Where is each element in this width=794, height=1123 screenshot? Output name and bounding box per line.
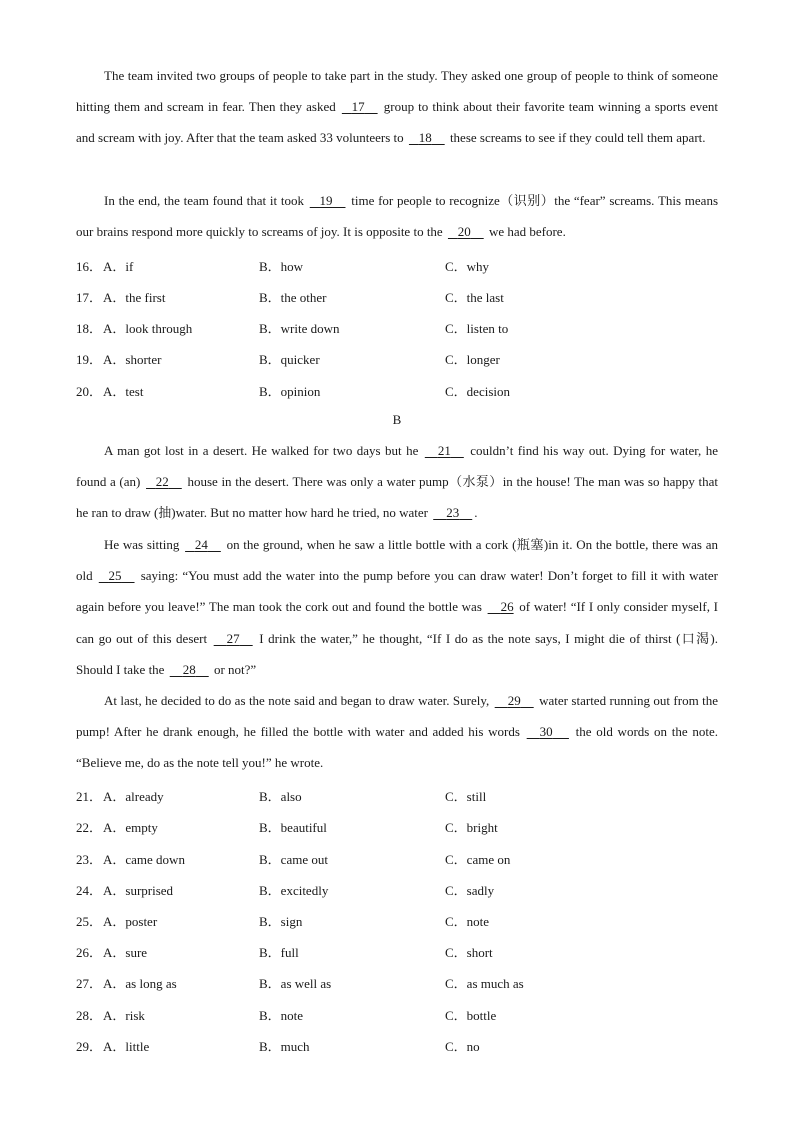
blank-17: 17 <box>351 99 365 115</box>
option-c: C．the last <box>445 290 504 305</box>
option-c: C．note <box>445 914 490 929</box>
blank-27: 27 <box>226 630 240 646</box>
blank-18: 18 <box>418 130 432 146</box>
question-17: 17． A．the first B．the other C．the last <box>76 287 718 307</box>
option-c: C．listen to <box>445 321 509 336</box>
option-b: B．full <box>259 945 299 960</box>
option-b: B．write down <box>259 321 340 336</box>
option-c: C．bottle <box>445 1008 497 1023</box>
option-c: C．decision <box>445 384 510 399</box>
question-23: 23． A．came down B．came out C．came on <box>76 849 718 869</box>
blank-25: 25 <box>108 568 122 584</box>
option-c: C．came on <box>445 852 511 867</box>
option-c: C．bright <box>445 820 498 835</box>
question-16: 16． A．if B．how C．why <box>76 256 718 276</box>
question-28: 28． A．risk B．note C．bottle <box>76 1005 718 1025</box>
option-b: B．excitedly <box>259 883 329 898</box>
option-a: A．shorter <box>103 352 162 367</box>
question-22: 22． A．empty B．beautiful C．bright <box>76 817 718 837</box>
option-a: A．sure <box>103 945 148 960</box>
option-b: B．note <box>259 1008 304 1023</box>
option-a: A．look through <box>103 321 193 336</box>
option-a: A．if <box>103 259 134 274</box>
option-b: B．how <box>259 259 304 274</box>
blank-23: 23 <box>446 505 460 521</box>
question-24: 24． A．surprised B．excitedly C．sadly <box>76 880 718 900</box>
option-a: A．poster <box>103 914 158 929</box>
question-20: 20． A．test B．opinion C．decision <box>76 381 718 401</box>
option-a: A．already <box>103 789 164 804</box>
blank-26: 26 <box>500 599 514 615</box>
option-a: A．test <box>103 384 144 399</box>
blank-19: 19 <box>319 193 333 208</box>
option-b: B．also <box>259 789 302 804</box>
blank-22: 22 <box>155 474 169 490</box>
option-b: B．sign <box>259 914 303 929</box>
blank-24: 24 <box>194 537 208 552</box>
option-b: B．beautiful <box>259 820 327 835</box>
blank-28: 28 <box>182 661 196 677</box>
section-b-title: B <box>392 412 402 427</box>
option-c: C．sadly <box>445 883 495 898</box>
option-c: C．still <box>445 789 487 804</box>
option-c: C．why <box>445 259 490 274</box>
option-b: B．as well as <box>259 976 332 991</box>
paragraph-b1: A man got lost in a desert. He walked for two days but he 21 couldn’t find his way out. Dying for water, he found a (an) 22 house in the desert. There was only a water pump（水泵）in the house! The man was so happy that he ran to draw (抽)water. But no matter how hard he tried, no water 23 . <box>76 435 718 529</box>
option-c: C．as much as <box>445 976 524 991</box>
option-a: A．surprised <box>103 883 174 898</box>
option-c: C．short <box>445 945 493 960</box>
question-25: 25． A．poster B．sign C．note <box>76 911 718 931</box>
option-a: A．as long as <box>103 976 177 991</box>
option-b: B．much <box>259 1039 310 1054</box>
option-a: A．little <box>103 1039 150 1054</box>
blank-30: 30 <box>539 724 553 740</box>
option-b: B．quicker <box>259 352 320 367</box>
question-19: 19． A．shorter B．quicker C．longer <box>76 349 718 369</box>
option-b: B．came out <box>259 852 328 867</box>
question-26: 26． A．sure B．full C．short <box>76 942 718 962</box>
paragraph-b2: He was sitting 24 on the ground, when he saw a little bottle with a cork (瓶塞)in it. On the bottle, there was an old 25 saying: “You must add the water into the pump before you can draw water! Don’t forget to fill it with water again before you leave!” The man took the cork out and found the bottle was 26 of water! “If I only consider myself, I can go out of this desert 27 I drink the water,” he thought, “If I do as the note says, I might die of thirst (口渴). Should I take the 28 or not?” <box>76 529 718 685</box>
question-29: 29． A．little B．much C．no <box>76 1036 718 1056</box>
option-a: A．the first <box>103 290 166 305</box>
blank-29: 29 <box>507 693 521 708</box>
option-b: B．opinion <box>259 384 321 399</box>
paragraph-a2: In the end, the team found that it took 19 time for people to recognize（识别）the “fear” screams. This means our brains respond more quickly to screams of joy. It is opposite to the 20 we had before. <box>76 185 718 247</box>
option-b: B．the other <box>259 290 327 305</box>
question-18: 18． A．look through B．write down C．listen to <box>76 318 718 338</box>
option-a: A．came down <box>103 852 185 867</box>
option-a: A．empty <box>103 820 158 835</box>
question-27: 27． A．as long as B．as well as C．as much as <box>76 973 718 993</box>
question-21: 21． A．already B．also C．still <box>76 786 718 806</box>
blank-21: 21 <box>437 443 451 458</box>
paragraph-a1: The team invited two groups of people to take part in the study. They asked one group of people to think of someone hitting them and scream in fear. Then they asked 17 group to think about their favorite team winning a sports event and scream with joy. After that the team asked 33 volunteers to 18 these screams to see if they could tell them apart. <box>76 60 718 154</box>
option-c: C．longer <box>445 352 500 367</box>
option-a: A．risk <box>103 1008 145 1023</box>
paragraph-b3: At last, he decided to do as the note said and began to draw water. Surely, 29 water started running out from the pump! After he drank enough, he filled the bottle with water and added his words 30 the old words on the note. “Believe me, do as the note tell you!” he wrote. <box>76 685 718 779</box>
blank-20: 20 <box>457 224 471 240</box>
option-c: C．no <box>445 1039 480 1054</box>
